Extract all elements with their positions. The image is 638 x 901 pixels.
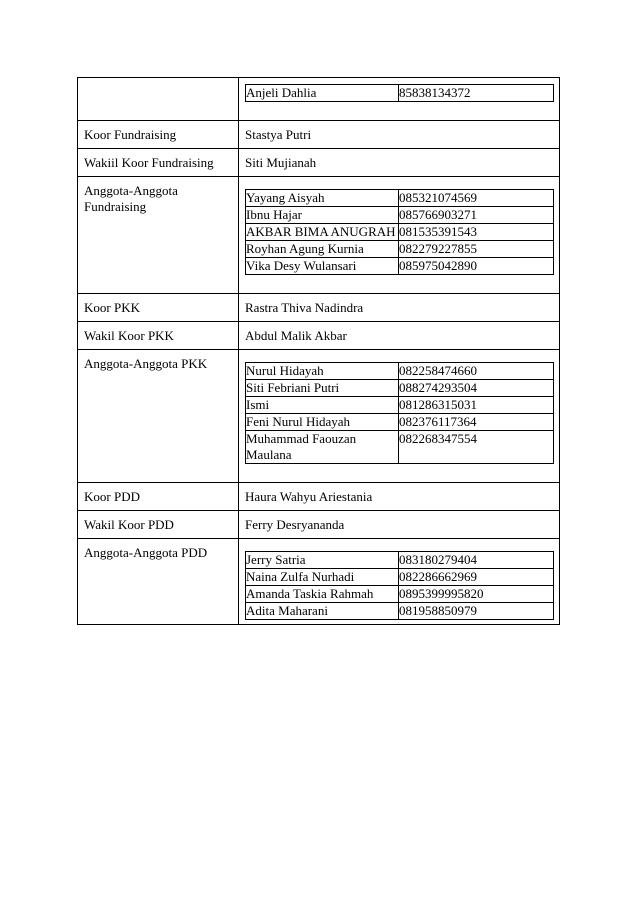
member-phone: 085766903271	[399, 207, 554, 224]
member-phone: 083180279404	[399, 552, 554, 569]
member-row	[246, 397, 554, 414]
person-cell	[239, 539, 560, 625]
person-cell	[239, 149, 560, 177]
member-phone: 082376117364	[399, 414, 554, 431]
member-name: Muhammad Faouzan Maulana	[246, 431, 399, 464]
member-row	[246, 224, 554, 241]
member-table	[245, 189, 554, 275]
member-row	[246, 414, 554, 431]
member-name: Nurul Hidayah	[246, 363, 399, 380]
member-phone: 0895399995820	[399, 586, 554, 603]
person-name: Abdul Malik Akbar	[245, 328, 347, 343]
member-name: Vika Desy Wulansari	[246, 258, 399, 275]
member-name: Siti Febriani Putri	[246, 380, 399, 397]
committee-table-body	[78, 78, 560, 625]
member-name: Jerry Satria	[246, 552, 399, 569]
table-row	[78, 177, 560, 294]
member-phone: 081535391543	[399, 224, 554, 241]
member-row	[246, 603, 554, 620]
role-cell	[78, 177, 239, 294]
member-list	[239, 539, 559, 624]
role-label: Koor Fundraising	[84, 127, 177, 142]
member-phone: 085321074569	[399, 190, 554, 207]
role-label: Wakil Koor PDD	[84, 517, 174, 532]
member-row	[246, 380, 554, 397]
member-row	[246, 241, 554, 258]
member-row	[246, 431, 554, 464]
committee-table	[77, 77, 560, 625]
role-label: Anggota-Anggota PDD	[84, 545, 208, 560]
person-cell	[239, 322, 560, 350]
member-row	[246, 569, 554, 586]
table-row	[78, 539, 560, 625]
person-cell	[239, 78, 560, 121]
member-list	[239, 78, 559, 120]
person-cell	[239, 121, 560, 149]
person-name: Haura Wahyu Ariestania	[245, 489, 373, 504]
person-cell	[239, 177, 560, 294]
member-name: Amanda Taskia Rahmah	[246, 586, 399, 603]
role-label: Wakiil Koor Fundraising	[84, 155, 214, 170]
role-label: Anggota-Anggota PKK	[84, 356, 208, 371]
person-cell	[239, 483, 560, 511]
role-cell	[78, 539, 239, 625]
person-cell	[239, 294, 560, 322]
member-phone: 085975042890	[399, 258, 554, 275]
role-cell	[78, 121, 239, 149]
table-row	[78, 350, 560, 483]
member-phone: 082268347554	[399, 431, 554, 464]
person-name: Rastra Thiva Nadindra	[245, 300, 364, 315]
person-name: Siti Mujianah	[245, 155, 317, 170]
table-row	[78, 121, 560, 149]
member-row	[246, 190, 554, 207]
member-row	[246, 586, 554, 603]
member-phone: 082258474660	[399, 363, 554, 380]
member-list	[239, 177, 559, 293]
member-row	[246, 85, 554, 102]
member-name: Ismi	[246, 397, 399, 414]
table-row	[78, 322, 560, 350]
member-name: Anjeli Dahlia	[246, 85, 399, 102]
table-row	[78, 483, 560, 511]
role-label	[78, 78, 238, 89]
member-row	[246, 552, 554, 569]
member-name: AKBAR BIMA ANUGRAH	[246, 224, 399, 241]
member-list	[239, 350, 559, 482]
member-table	[245, 84, 554, 102]
table-row	[78, 294, 560, 322]
member-row	[246, 363, 554, 380]
role-cell	[78, 294, 239, 322]
role-label: Koor PKK	[84, 300, 140, 315]
role-cell	[78, 511, 239, 539]
role-label: Anggota-Anggota Fundraising	[84, 183, 178, 214]
member-phone: 85838134372	[399, 85, 554, 102]
table-row	[78, 511, 560, 539]
member-row	[246, 258, 554, 275]
member-table	[245, 362, 554, 464]
member-name: Adita Maharani	[246, 603, 399, 620]
member-phone: 081958850979	[399, 603, 554, 620]
member-name: Naina Zulfa Nurhadi	[246, 569, 399, 586]
member-name: Feni Nurul Hidayah	[246, 414, 399, 431]
member-name: Ibnu Hajar	[246, 207, 399, 224]
role-label: Wakil Koor PKK	[84, 328, 174, 343]
member-table	[245, 551, 554, 620]
role-cell	[78, 483, 239, 511]
member-phone: 082279227855	[399, 241, 554, 258]
person-cell	[239, 350, 560, 483]
member-phone: 081286315031	[399, 397, 554, 414]
role-cell	[78, 322, 239, 350]
role-cell	[78, 149, 239, 177]
role-cell	[78, 78, 239, 121]
member-name: Yayang Aisyah	[246, 190, 399, 207]
person-name: Ferry Desryananda	[245, 517, 345, 532]
table-row	[78, 78, 560, 121]
member-name: Royhan Agung Kurnia	[246, 241, 399, 258]
role-cell	[78, 350, 239, 483]
member-phone: 082286662969	[399, 569, 554, 586]
member-phone: 088274293504	[399, 380, 554, 397]
role-label: Koor PDD	[84, 489, 140, 504]
person-cell	[239, 511, 560, 539]
person-name: Stastya Putri	[245, 127, 312, 142]
member-row	[246, 207, 554, 224]
table-row	[78, 149, 560, 177]
